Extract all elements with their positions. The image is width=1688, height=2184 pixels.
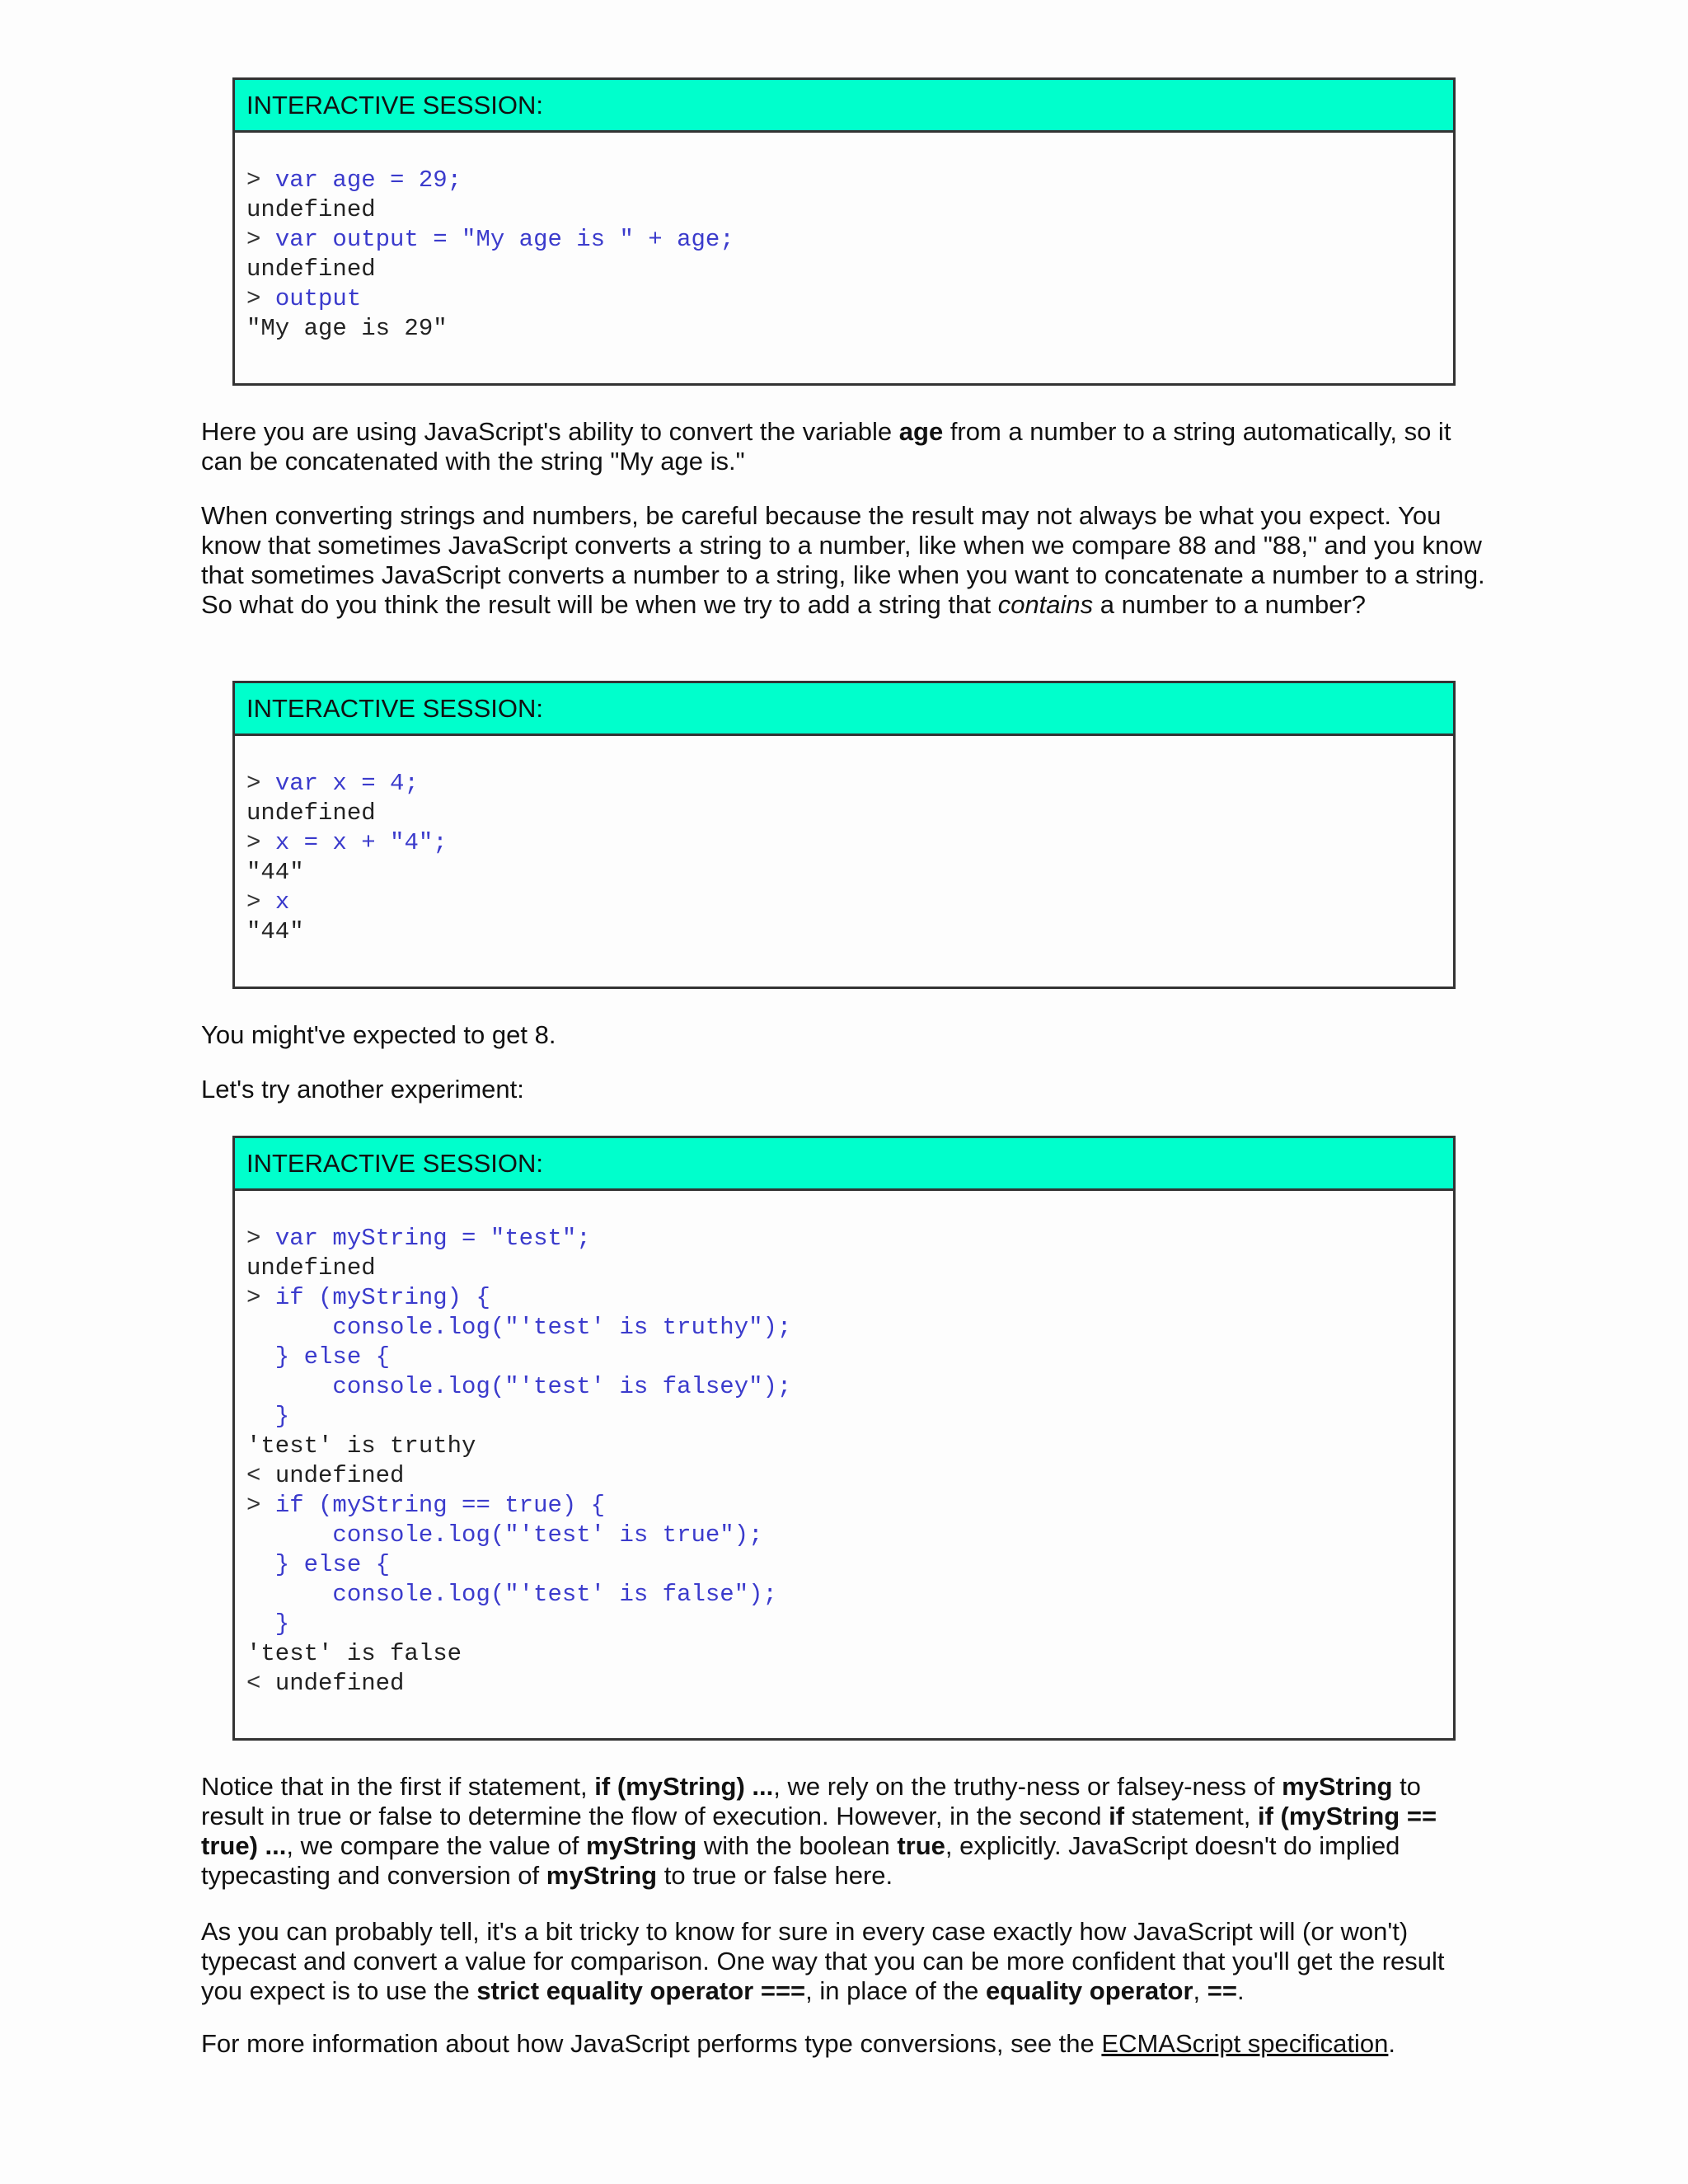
code-input: console.log("'test' is false");: [246, 1581, 777, 1608]
bold-term: equality operator: [986, 1976, 1193, 2005]
paragraph-converting-strings: [201, 501, 1487, 620]
code-line: [246, 284, 1442, 314]
session-code: [235, 133, 1453, 344]
code-line: [246, 1461, 1442, 1491]
session-header: INTERACTIVE SESSION:: [235, 1138, 1453, 1191]
code-input: if (myString) {: [274, 1284, 490, 1311]
text-run: Notice that in the first if statement,: [201, 1772, 595, 1801]
text-run: a number to a number?: [1093, 590, 1367, 619]
code-input: x = x + "4";: [274, 829, 448, 856]
session-header: INTERACTIVE SESSION:: [235, 683, 1453, 736]
input-prompt: >: [246, 1284, 275, 1311]
code-line: [246, 225, 1442, 255]
code-input: } else {: [246, 1343, 391, 1371]
text-run: For more information about how JavaScript performs type conversions, see the: [201, 2029, 1102, 2058]
code-line: [246, 1402, 1442, 1432]
code-output: 'test' is truthy: [246, 1432, 476, 1460]
text-run: , we rely on the truthy-ness or falsey-ness of: [773, 1772, 1282, 1801]
paragraph-age-conversion: [201, 417, 1487, 476]
code-line: [246, 1550, 1442, 1580]
text-run: As you can probably tell, it's a bit tricky to know for sure in every case exactly how JavaScript will (or won't) typecast and convert a value for comparison. One way that you can be more confident that you'll get the result you expect is to use the: [201, 1917, 1445, 2005]
input-prompt: >: [246, 1492, 275, 1519]
code-output: "44": [246, 918, 304, 945]
code-input: var x = 4;: [274, 770, 419, 797]
paragraph-if-statement-notice: [201, 1772, 1487, 1891]
text-run: statement,: [1124, 1802, 1258, 1830]
interactive-session-2: [232, 681, 1456, 989]
text-run: Let's try another experiment:: [201, 1075, 524, 1104]
code-output: undefined: [246, 799, 376, 827]
text-run: When converting strings and numbers, be careful because the result may not always be what you expect. You know that sometimes JavaScript converts a string to a number, like when we compare 88 and "88," and you know that sometimes JavaScript converts a number to a string, like when you want to concatenate a number to a string. So what do you think the result will be when we try to add a string that: [201, 501, 1485, 619]
code-input: }: [246, 1610, 290, 1638]
code-input: console.log("'test' is truthy");: [246, 1314, 792, 1341]
code-input: console.log("'test' is falsey");: [246, 1373, 792, 1400]
bold-term: if (myString) ...: [594, 1772, 774, 1801]
paragraph-another-experiment: [201, 1075, 1487, 1104]
bold-term: if: [1109, 1802, 1125, 1830]
text-run: to result in true or false to determine the flow of execution. However, in the second: [201, 1772, 1421, 1830]
paragraph-more-information: [201, 2029, 1487, 2059]
code-line: [246, 1254, 1442, 1283]
code-output: undefined: [246, 196, 376, 223]
code-output: undefined: [246, 255, 376, 283]
code-line: [246, 1343, 1442, 1372]
text-run: , in place of the: [805, 1976, 987, 2005]
code-output: undefined: [274, 1670, 405, 1697]
input-prompt: >: [246, 226, 275, 253]
code-line: [246, 828, 1442, 858]
bold-term: myString: [546, 1861, 658, 1890]
code-line: [246, 799, 1442, 828]
code-input: x: [274, 888, 290, 916]
bold-term: myString: [1282, 1772, 1393, 1801]
text-run: .: [1388, 2029, 1396, 2058]
bold-term: strict equality operator ===: [476, 1976, 806, 2005]
code-line: [246, 858, 1442, 888]
paragraph-strict-equality: [201, 1917, 1487, 2006]
code-line: [246, 1283, 1442, 1313]
input-prompt: >: [246, 166, 275, 194]
code-input: var age = 29;: [274, 166, 462, 194]
result-marker: <: [246, 1670, 275, 1697]
bold-term: ==: [1207, 1976, 1237, 2005]
input-prompt: >: [246, 1225, 275, 1252]
code-input: console.log("'test' is true");: [246, 1521, 763, 1549]
text-run: with the boolean: [696, 1831, 898, 1860]
text-run: , we compare the value of: [286, 1831, 586, 1860]
text-run: Here you are using JavaScript's ability to convert the variable: [201, 417, 899, 446]
code-output: "44": [246, 859, 304, 886]
code-output: undefined: [246, 1254, 376, 1282]
code-line: [246, 917, 1442, 947]
code-output: undefined: [274, 1462, 405, 1489]
text-run: You might've expected to get 8.: [201, 1020, 556, 1049]
paragraph-expected-8: [201, 1020, 1487, 1050]
result-marker: <: [246, 1462, 275, 1489]
text-run: , explicitly. JavaScript doesn't do implied typecasting and conversion of: [201, 1831, 1400, 1890]
text-run: from a number to a string automatically, so it can be concatenated with the string "My age is.": [201, 417, 1451, 476]
code-input: if (myString == true) {: [274, 1492, 606, 1519]
code-line: [246, 1491, 1442, 1521]
interactive-session-3: [232, 1136, 1456, 1741]
code-line: [246, 195, 1442, 225]
code-line: [246, 1521, 1442, 1550]
input-prompt: >: [246, 770, 275, 797]
code-line: [246, 1610, 1442, 1639]
code-input: var myString = "test";: [274, 1225, 591, 1252]
code-input: } else {: [246, 1551, 391, 1578]
code-line: [246, 1224, 1442, 1254]
code-line: [246, 1639, 1442, 1669]
code-line: [246, 1580, 1442, 1610]
code-line: [246, 166, 1442, 195]
code-line: [246, 1432, 1442, 1461]
session-header: INTERACTIVE SESSION:: [235, 80, 1453, 133]
session-code: [235, 1191, 1453, 1699]
bold-term: myString: [585, 1831, 697, 1860]
code-output: "My age is 29": [246, 315, 448, 342]
code-input: }: [246, 1403, 290, 1430]
code-line: [246, 1313, 1442, 1343]
input-prompt: >: [246, 829, 275, 856]
code-line: [246, 314, 1442, 344]
code-input: var output = "My age is " + age;: [274, 226, 734, 253]
code-line: [246, 769, 1442, 799]
input-prompt: >: [246, 285, 275, 312]
code-line: [246, 888, 1442, 917]
code-line: [246, 1372, 1442, 1402]
bold-term: age: [898, 417, 944, 446]
interactive-session-1: [232, 77, 1456, 386]
text-run: to true or false here.: [657, 1861, 893, 1890]
code-input: output: [274, 285, 362, 312]
text-run: .: [1236, 1976, 1245, 2005]
emphasis-term: contains: [997, 590, 1094, 619]
input-prompt: >: [246, 888, 275, 916]
code-line: [246, 255, 1442, 284]
session-code: [235, 736, 1453, 947]
code-output: 'test' is false: [246, 1640, 462, 1667]
ecmascript-spec-link[interactable]: ECMAScript specification: [1101, 2029, 1389, 2058]
bold-term: true: [897, 1831, 945, 1860]
code-line: [246, 1669, 1442, 1699]
text-run: ,: [1193, 1976, 1207, 2005]
bold-term: if (myString == true) ...: [201, 1802, 1437, 1860]
